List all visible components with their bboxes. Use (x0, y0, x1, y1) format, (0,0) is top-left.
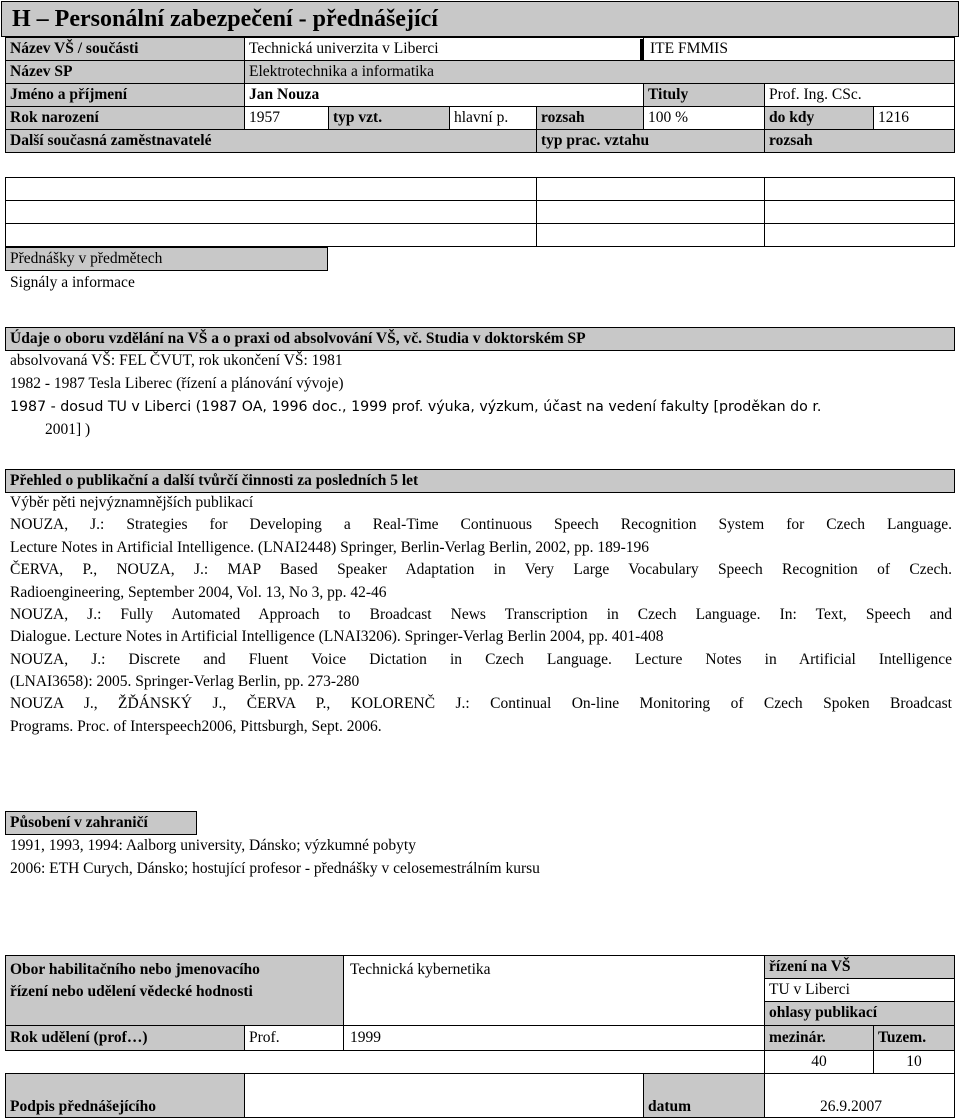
publication-line: NOUZA, J.: Fully Automated Approach to Broadcast News Transcription in Czech Language. In: Text, Speech and (10, 606, 952, 623)
publication-line: NOUZA J., ŽĎÁNSKÝ J., ČERVA P., KOLORENČ J.: Continual On-line Monitoring of Czech Spoken Broadcast (10, 695, 952, 712)
habilitation-label-line2: řízení nebo udělení vědecké hodnosti (10, 983, 253, 1000)
employer-row-empty (5, 200, 537, 224)
scope-value: 100 % (643, 106, 765, 130)
employer-type-empty (536, 200, 765, 224)
year-type: Prof. (244, 1025, 344, 1051)
publications-heading: Přehled o publikační a další tvůrčí činnosti za posledních 5 let (5, 469, 955, 493)
publication-line: Radioengineering, September 2004, Vol. 13, No 3, pp. 42-46 (10, 584, 387, 601)
until-label: do kdy (764, 106, 874, 130)
publications-subheading: Výběr pěti nejvýznamnějších publikací (10, 494, 254, 511)
date-value: 26.9.2007 (820, 1098, 882, 1115)
faculty-value: ITE FMMIS (643, 37, 955, 61)
school-value: Technická univerzita v Liberci (244, 37, 644, 61)
education-heading: Údaje o oboru vzdělání na VŠ a o praxi od absolvování VŠ, vč. Studia v doktorském SP (5, 327, 955, 351)
citations-label: ohlasy publikací (764, 1001, 955, 1026)
employer-scope-empty (764, 177, 955, 201)
employer-row-empty (5, 223, 537, 247)
until-value: 1216 (873, 106, 955, 130)
titles-value: Prof. Ing. CSc. (764, 83, 955, 107)
birth-value: 1957 (244, 106, 329, 130)
date-label: datum (648, 1098, 692, 1115)
job-scope-label: rozsah (764, 129, 955, 153)
year-label: Rok udělení (prof…) (5, 1025, 245, 1051)
employer-scope-empty (764, 200, 955, 224)
employer-type-empty (536, 177, 765, 201)
employer-type-empty (536, 223, 765, 247)
intl-citations-value: 40 (764, 1050, 874, 1074)
procedure-label: řízení na VŠ (764, 955, 955, 979)
abroad-heading: Působení v zahraničí (5, 811, 197, 835)
sp-label: Název SP (5, 60, 245, 84)
education-line: 1982 - 1987 Tesla Liberec (řízení a plánování vývoje) (10, 375, 344, 392)
titles-label: Tituly (643, 83, 765, 107)
employer-row-empty (5, 177, 537, 201)
name-value: Jan Nouza (244, 83, 644, 107)
signature-field[interactable] (244, 1073, 644, 1118)
emp-type-value: hlavní p. (449, 106, 537, 130)
other-employers-label: Další současná zaměstnavatelé (5, 129, 537, 153)
publication-line: NOUZA, J.: Strategies for Developing a Real-Time Continuous Speech Recognition System for Czech Language. (10, 516, 952, 533)
procedure-value: TU v Liberci (764, 978, 955, 1002)
emp-type-label: typ vzt. (328, 106, 450, 130)
job-type-label: typ prac. vztahu (536, 129, 765, 153)
sp-value: Elektrotechnika a informatika (244, 60, 955, 84)
employer-scope-empty (764, 223, 955, 247)
year-value: 1999 (343, 1025, 765, 1051)
publication-line: Programs. Proc. of Interspeech2006, Pittsburgh, Sept. 2006. (10, 718, 382, 735)
education-line: 2001] ) (45, 421, 91, 438)
intl-citations-label: mezinár. (764, 1025, 874, 1051)
education-line: 1987 - dosud TU v Liberci (1987 OA, 1996 doc., 1999 prof. výuka, výzkum, účast na vedení fakulty [proděkan do r. (10, 399, 822, 415)
habilitation-label-line1: Obor habilitačního nebo jmenovacího (10, 961, 260, 978)
publication-line: Lecture Notes in Artificial Intelligence. (LNAI2448) Springer, Berlin-Verlag Berlin, 2002, pp. 189-196 (10, 539, 650, 556)
lecture-item: Signály a informace (10, 274, 135, 291)
publication-line: Dialogue. Lecture Notes in Artificial Intelligence (LNAI3206). Springer-Verlag Berlin 2004, pp. 401-408 (10, 628, 664, 645)
domestic-citations-label: Tuzem. (873, 1025, 955, 1051)
publication-line: ČERVA, P., NOUZA, J.: MAP Based Speaker Adaptation in Very Large Vocabulary Speech Recognition of Czech. (10, 561, 952, 578)
domestic-citations-value: 10 (873, 1050, 955, 1074)
name-label: Jméno a příjmení (5, 83, 245, 107)
publication-line: NOUZA, J.: Discrete and Fluent Voice Dictation in Czech Language. Lecture Notes in Artificial Intelligence (10, 651, 952, 668)
abroad-line: 2006: ETH Curych, Dánsko; hostující profesor - přednášky v celosemestrálním kursu (10, 860, 540, 877)
scope-label: rozsah (536, 106, 644, 130)
lectures-heading: Přednášky v předmětech (5, 247, 328, 271)
signature-label: Podpis přednášejícího (10, 1098, 156, 1115)
publication-line: (LNAI3658): 2005. Springer-Verlag Berlin, pp. 273-280 (10, 673, 360, 690)
habilitation-field-value: Technická kybernetika (350, 961, 491, 978)
education-line: absolvovaná VŠ: FEL ČVUT, rok ukončení VŠ: 1981 (10, 352, 343, 369)
birth-label: Rok narození (5, 106, 245, 130)
school-label: Název VŠ / součásti (5, 37, 245, 61)
abroad-line: 1991, 1993, 1994: Aalborg university, Dánsko; výzkumné pobyty (10, 837, 416, 854)
page-title: H – Personální zabezpečení - přednášející (1, 1, 959, 37)
